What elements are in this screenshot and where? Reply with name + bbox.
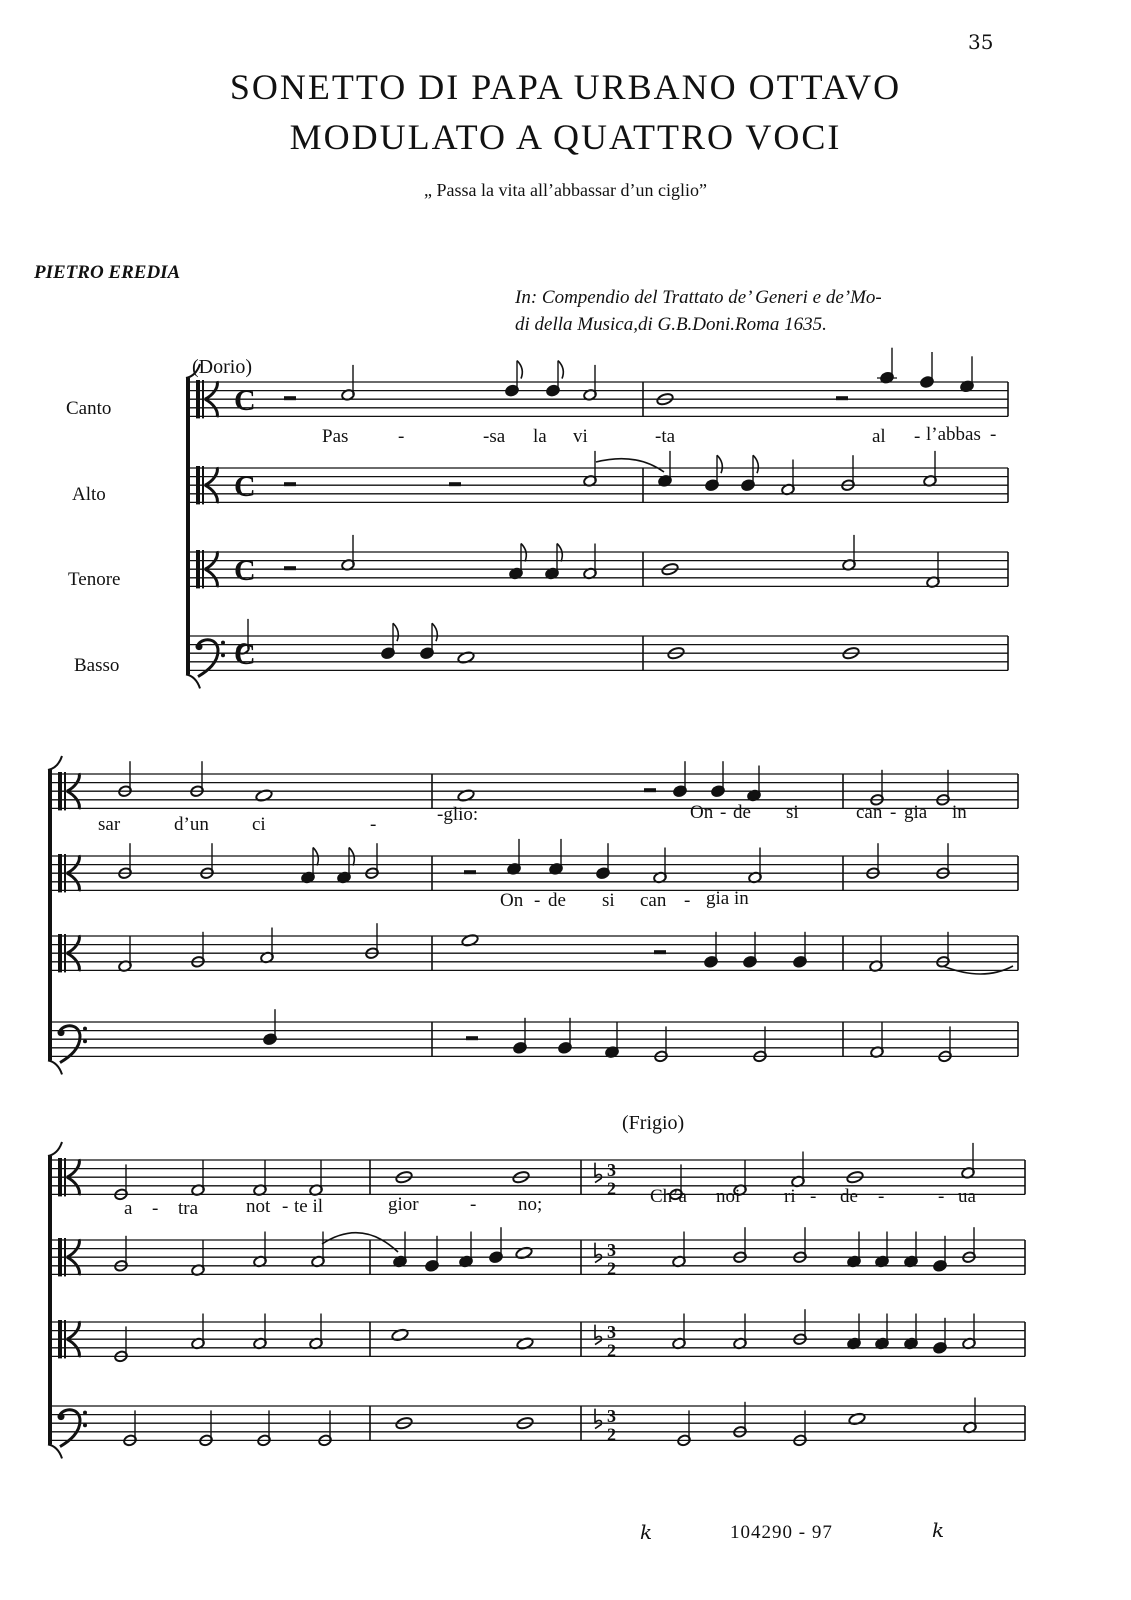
lyric: no; [518,1194,543,1215]
lyric: can [856,802,883,823]
voice-label-tenore: Tenore [68,569,121,590]
page-title: SONETTO DI PAPA URBANO OTTAVO [229,67,902,107]
time-signature-top: 3 [607,1406,616,1427]
time-signature-common: C [234,637,256,671]
lyric: - [720,802,727,823]
lyric: - [684,890,691,911]
lyric: de [733,802,751,823]
flat-key-signature [595,1409,602,1429]
lyric: can [640,890,667,911]
rest [464,870,476,874]
lyric: si [786,802,799,823]
lyric: si [602,890,615,911]
time-signature-bottom: 2 [607,1424,616,1445]
lyric: -sa [483,426,506,447]
c-clef-bar [202,550,204,588]
f-clef-dot [83,1411,87,1415]
lyric: - [534,890,541,911]
lyric: -glio: [437,804,479,825]
lyric: Ch’a [650,1186,687,1207]
note-flag [558,361,563,379]
rest [466,1036,478,1040]
voice-label-basso: Basso [74,655,120,676]
lyric: d’un [174,814,209,835]
system-bracket-bottom [186,674,200,688]
subtitle: „ Passa la vita all’abbassar d’un ciglio” [424,180,707,200]
lyric: - [990,424,997,445]
lyric: sar [98,814,121,835]
c-clef-bar [64,934,66,972]
lyric: Pas [322,426,349,447]
system-bracket-bottom [48,1060,62,1074]
note-flag [717,455,722,473]
source-line-1: In: Compendio del Trattato de’ Generi e de’Mo- [515,287,882,308]
lyric: - [878,1186,885,1207]
f-clef-dot [196,643,203,650]
rest [836,396,848,400]
system-bracket-top [186,364,200,378]
system-bracket-top [48,756,62,770]
lyric: tra [178,1198,199,1219]
flat-key-signature [595,1163,602,1183]
c-clef-bar [58,1238,62,1276]
c-clef-bar [202,466,204,504]
c-clef-bar [202,380,204,418]
c-clef-bar [196,466,200,504]
c-clef-bar [196,380,200,418]
f-clef-dot [58,1413,65,1420]
tie [596,459,664,472]
c-clef-bar [58,772,62,810]
time-signature-common: C [234,553,256,587]
lyric: -ta [655,426,676,447]
c-clef-bar [64,772,66,810]
flat-key-signature [595,1243,602,1263]
c-clef-bar [64,1158,66,1196]
footer-mark: k [640,1520,653,1544]
lyric: noi [716,1186,741,1207]
lyric: de [840,1186,858,1207]
c-clef-bar [64,854,66,892]
time-signature-top: 3 [607,1322,616,1343]
lyric: gia [904,802,928,823]
lyric: ci [252,814,266,835]
rest [654,950,666,954]
lyric: - [282,1196,289,1217]
mode-label-dorio: (Dorio) [192,356,252,378]
f-clef-dot [83,1027,87,1031]
lyric: not [246,1196,271,1217]
time-signature-bottom: 2 [607,1340,616,1361]
lyric: - [810,1186,817,1207]
note-flag [753,455,758,473]
lyric: - [370,814,377,835]
note-flag [432,623,437,641]
lyric: ua [958,1186,976,1207]
system-bracket-bottom [48,1444,62,1458]
time-signature-common: C [234,383,256,417]
f-clef-dot [221,641,225,645]
voice-label-canto: Canto [66,398,112,419]
c-clef-bar [196,550,200,588]
lyric: - [398,426,405,447]
rest [284,566,296,570]
c-clef-bar [58,1158,62,1196]
note-flag [517,361,522,379]
lyric: On [690,802,714,823]
time-signature-top: 3 [607,1240,616,1261]
f-clef-dot [83,1039,87,1043]
rest [644,788,656,792]
plate-number: 104290 - 97 [730,1522,833,1543]
lyric: in [952,802,967,823]
note-flag [393,623,398,641]
lyric: ri [784,1186,796,1207]
lyric: la [533,426,547,447]
f-clef-dot [221,653,225,657]
footer-mark: k [932,1518,945,1542]
source-line-2: di della Musica,di G.B.Doni.Roma 1635. [515,314,827,335]
lyric: - [914,426,921,447]
f-clef-dot [83,1423,87,1427]
lyric: On [500,890,524,911]
rest [449,482,461,486]
time-signature-top: 3 [607,1160,616,1181]
lyric: te il [294,1196,324,1217]
rest [284,396,296,400]
c-clef-bar [58,854,62,892]
lyric: a [124,1198,133,1219]
time-signature-bottom: 2 [607,1178,616,1199]
f-clef-dot [58,1029,65,1036]
flat-key-signature [595,1325,602,1345]
composer-name: PIETRO EREDIA [34,262,181,283]
c-clef-bar [64,1238,66,1276]
c-clef-bar [64,1320,66,1358]
time-signature-bottom: 2 [607,1258,616,1279]
lyric: gia in [706,888,749,909]
system-bracket-top [48,1142,62,1156]
mode-label-frigio: (Frigio) [622,1112,685,1134]
lyric: de [548,890,566,911]
time-signature-common: C [234,469,256,503]
page-title-line-2: MODULATO A QUATTRO VOCI [289,117,842,157]
lyric: - [152,1198,159,1219]
lyric: - [890,802,897,823]
rest [284,482,296,486]
lyric: vi [573,426,588,447]
lyric: al [872,426,886,447]
lyric: l’abbas [926,424,981,445]
clefs [58,380,617,1447]
page-number: 35 [968,30,994,54]
lyric: - [470,1194,477,1215]
c-clef-bar [58,1320,62,1358]
lyric: gior [388,1194,419,1215]
lyric: - [938,1186,945,1207]
c-clef-bar [58,934,62,972]
voice-label-alto: Alto [72,484,106,505]
